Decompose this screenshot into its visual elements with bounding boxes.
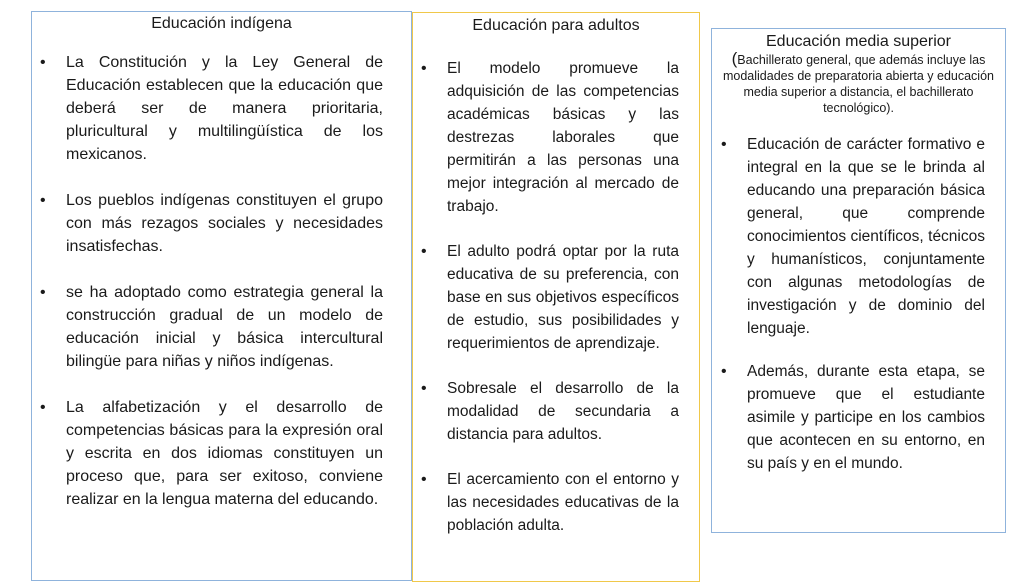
list-item: • se ha adoptado como estrategia general la construcción gradual de un modelo de educación inicial y básica intercultural bilingüe para niñas y niños indígenas. [66, 281, 383, 373]
subtitle-paren: ( [731, 49, 738, 68]
bullet-list [447, 57, 679, 537]
column-title: Educación indígena [151, 15, 292, 32]
bullet-list [747, 133, 985, 475]
list-item: • El adulto podrá optar por la ruta educativa de su preferencia, con base en sus objetivos específicos de estudio, sus posibilidades y requerimientos de aprendizaje. [447, 240, 679, 355]
list-item: • La alfabetización y el desarrollo de competencias básicas para la expresión oral y escrita en dos idiomas constituyen un proceso que, para ser exitoso, conviene realizar en la lengua materna del educando. [66, 396, 383, 511]
list-item: • Además, durante esta etapa, se promueve que el estudiante asimile y participe en los cambios que acontecen en su entorno, en su país y en el mundo. [747, 360, 985, 475]
list-item: • Educación de carácter formativo e integral en la que se le brinda al educando una preparación básica general, que comprende conocimientos científicos, técnicos y humanísticos, conjuntamente con algunas metodologías de investigación y de dominio del lenguaje. [747, 133, 985, 340]
column-educacion-adultos [412, 12, 700, 582]
column-title: Educación para adultos [472, 17, 640, 34]
list-item: • La Constitución y la Ley General de Educación establecen que la educación que deberá ser de manera prioritaria, pluricultural y multilingüística de los mexicanos. [66, 51, 383, 166]
list-item: • El acercamiento con el entorno y las necesidades educativas de la población adulta. [447, 468, 679, 537]
bullet-list [66, 51, 383, 511]
column-subtitle [720, 51, 997, 116]
list-item: • Sobresale el desarrollo de la modalidad de secundaria a distancia para adultos. [447, 377, 679, 446]
list-item: • Los pueblos indígenas constituyen el grupo con más rezagos sociales y necesidades insatisfechas. [66, 189, 383, 258]
subtitle-text: Bachillerato general, que además incluye las modalidades de preparatoria abierta y educación media superior a distancia, el bachillerato tecnológico). [722, 53, 994, 115]
column-educacion-indigena [31, 11, 412, 581]
list-item: • El modelo promueve la adquisición de las competencias académicas básicas y las destrezas laborales que permitirán a las personas una mejor integración al mercado de trabajo. [447, 57, 679, 218]
column-title: Educación media superior [766, 33, 951, 50]
column-educacion-media-superior [711, 28, 1006, 533]
